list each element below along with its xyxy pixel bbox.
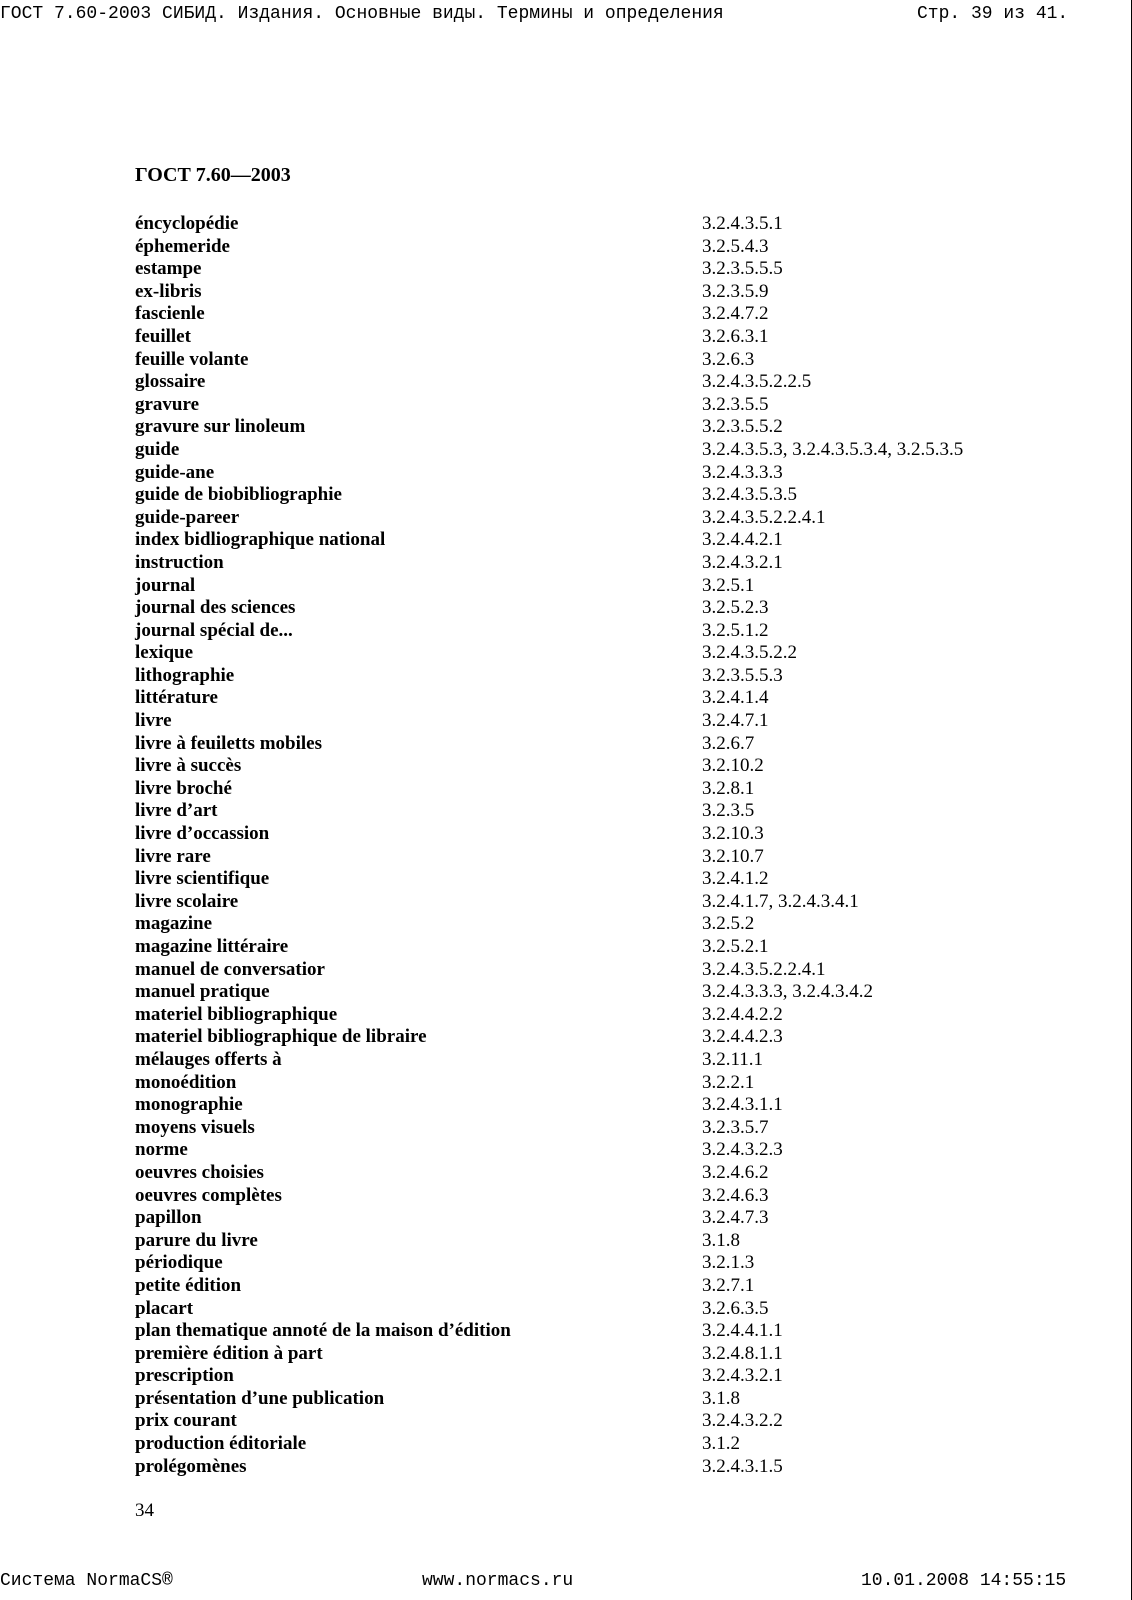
index-term: index bidliographique national [135,529,386,551]
index-term: gravure [135,393,200,415]
index-reference: 3.2.10.2 [702,755,764,777]
index-reference: 3.2.3.5.5 [702,393,769,415]
index-row [135,665,1035,688]
index-row [135,529,1035,552]
index-reference: 3.2.4.3.1.5 [702,1455,783,1477]
index-term: placart [135,1297,194,1319]
index-reference: 3.2.4.3.2.3 [702,1139,783,1161]
footer-datetime: 10.01.2008 14:55:15 [861,1571,1067,1591]
index-row [135,1139,1035,1162]
index-reference: 3.2.5.1 [702,574,755,596]
index-term: livre d’art [135,800,218,822]
index-term: oeuvres choisies [135,1161,264,1183]
index-term: production éditoriale [135,1433,307,1455]
index-term: prolégomènes [135,1455,247,1477]
index-row [135,1004,1035,1027]
index-reference: 3.1.2 [702,1433,740,1455]
index-reference: 3.2.6.3.1 [702,325,769,347]
index-term: lithographie [135,664,235,686]
index-row [135,981,1035,1004]
page-header [0,4,1132,26]
index-reference: 3.1.8 [702,1229,740,1251]
index-reference: 3.2.4.1.2 [702,868,769,890]
index-term: materiel bibliographique [135,1003,338,1025]
document-title: ГОСТ 7.60—2003 [135,164,291,186]
index-term: manuel pratique [135,981,270,1003]
index-row [135,303,1035,326]
index-term: estampe [135,258,202,280]
index-reference: 3.2.10.7 [702,845,764,867]
index-term: feuille volante [135,348,249,370]
index-reference: 3.2.4.1.4 [702,687,769,709]
index-term: première édition à part [135,1342,323,1364]
index-reference: 3.2.4.7.3 [702,1207,769,1229]
index-row [135,755,1035,778]
index-reference: 3.2.4.7.1 [702,710,769,732]
index-reference: 3.2.6.7 [702,732,755,754]
index-row [135,823,1035,846]
index-reference: 3.2.4.6.3 [702,1184,769,1206]
index-row [135,1185,1035,1208]
index-row [135,326,1035,349]
index-reference: 3.2.4.3.2.1 [702,1365,783,1387]
index-row [135,597,1035,620]
index-row [135,462,1035,485]
index-row [135,213,1035,236]
index-term: moyens visuels [135,1116,255,1138]
index-row [135,913,1035,936]
index-term: livre à feuiletts mobiles [135,732,322,754]
index-row [135,258,1035,281]
index-row [135,1162,1035,1185]
index-row [135,1072,1035,1095]
index-row [135,733,1035,756]
index-term: guide-ane [135,461,215,483]
index-reference: 3.2.5.2 [702,913,755,935]
index-reference: 3.2.4.3.5.1 [702,213,783,234]
index-reference: 3.2.2.1 [702,1071,755,1093]
index-reference: 3.2.4.6.2 [702,1161,769,1183]
index-term: guide [135,438,180,460]
index-reference: 3.2.4.4.2.3 [702,1026,783,1048]
index-term: materiel bibliographique de libraire [135,1026,427,1048]
index-term: feuillet [135,325,191,347]
header-document-title: ГОСТ 7.60-2003 СИБИД. Издания. Основные виды. Термины и определения [0,4,724,24]
index-row [135,394,1035,417]
index-term: magazine [135,913,213,935]
index-reference: 3.2.4.3.5.2.2.5 [702,371,812,393]
index-reference: 3.2.4.3.5.2.2.4.1 [702,958,826,980]
index-term: papillon [135,1207,202,1229]
index-term: livre [135,710,172,732]
index-reference: 3.2.5.4.3 [702,235,769,257]
index-term: magazine littéraire [135,936,289,957]
index-term: éncyclopédie [135,213,239,234]
index-row [135,642,1035,665]
index-reference: 3.2.6.3 [702,348,755,370]
index-reference: 3.2.5.2.1 [702,936,769,957]
index-row [135,868,1035,891]
index-row [135,416,1035,439]
index-term: guide-pareer [135,506,240,528]
header-page-info: Стр. 39 из 41. [917,4,1069,24]
index-row [135,846,1035,869]
index-term: oeuvres complètes [135,1184,282,1206]
index-reference: 3.2.3.5.9 [702,280,769,302]
index-row [135,800,1035,823]
index-row [135,959,1035,982]
index-term: livre à succès [135,755,242,777]
index-term: norme [135,1139,188,1161]
index-row [135,1343,1035,1366]
index-term: fascienle [135,303,205,325]
index-term: journal spécial de... [135,619,293,641]
index-term: prescription [135,1365,234,1387]
index-reference: 3.2.10.3 [702,823,764,845]
index-term: parure du livre [135,1229,258,1251]
index-row [135,1320,1035,1343]
index-reference: 3.2.7.1 [702,1274,755,1296]
index-reference: 3.2.5.2.3 [702,597,769,619]
index-row [135,281,1035,304]
index-row [135,236,1035,259]
index-reference: 3.2.5.1.2 [702,619,769,641]
index-row [135,484,1035,507]
index-reference: 3.2.4.3.5.2.2.4.1 [702,506,826,528]
page-number: 34 [135,1500,154,1521]
index-term: littérature [135,687,218,709]
index-row [135,1230,1035,1253]
footer-website: www.normacs.ru [422,1571,574,1591]
index-row [135,349,1035,372]
index-term: livre scolaire [135,890,239,912]
index-term: présentation d’une publication [135,1387,385,1409]
index-reference: 3.2.4.3.5.2.2 [702,642,797,664]
index-term: monoédition [135,1071,237,1093]
index-term: guide de biobibliographie [135,484,342,506]
index-term: glossaire [135,371,206,393]
index-reference: 3.2.4.7.2 [702,303,769,325]
index-reference: 3.2.1.3 [702,1252,755,1274]
index-term: ex-libris [135,280,202,302]
index-reference: 3.2.4.3.5.3, 3.2.4.3.5.3.4, 3.2.5.3.5 [702,438,964,460]
index-row [135,1410,1035,1433]
index-term: manuel de conversatior [135,958,325,980]
index-term: mélauges offerts à [135,1048,282,1070]
index-row [135,1298,1035,1321]
index-reference: 3.1.8 [702,1387,740,1409]
index-row [135,1388,1035,1411]
index-term: livre rare [135,845,211,867]
footer-system-name: Система NormaCS® [0,1571,173,1591]
index-row [135,620,1035,643]
index-reference: 3.2.4.3.3.3, 3.2.4.3.4.2 [702,981,873,1003]
index-reference: 3.2.11.1 [702,1048,764,1070]
index-reference: 3.2.8.1 [702,777,755,799]
index-reference: 3.2.4.4.2.2 [702,1003,783,1025]
index-term: monographie [135,1094,243,1116]
index-row [135,710,1035,733]
index-term: gravure sur linoleum [135,416,306,438]
index-reference: 3.2.3.5.5.5 [702,258,783,280]
index-term: plan thematique annoté de la maison d’édition [135,1320,511,1342]
index-term: journal des sciences [135,597,296,619]
index-reference: 3.2.4.8.1.1 [702,1342,783,1364]
index-reference: 3.2.4.4.2.1 [702,529,783,551]
index-row [135,891,1035,914]
index-reference: 3.2.3.5.7 [702,1116,769,1138]
index-row [135,778,1035,801]
index-reference: 3.2.4.3.1.1 [702,1094,783,1116]
index-row [135,936,1035,959]
index-term: livre scientifique [135,868,270,890]
index-row [135,1433,1035,1456]
index-term: instruction [135,551,224,573]
index-reference: 3.2.4.1.7, 3.2.4.3.4.1 [702,890,859,912]
index-reference: 3.2.4.3.2.2 [702,1410,783,1432]
index-reference: 3.2.4.3.5.3.5 [702,484,797,506]
index-reference: 3.2.4.4.1.1 [702,1320,783,1342]
index-row [135,1252,1035,1275]
index-row [135,1049,1035,1072]
index-row [135,1365,1035,1388]
index-reference: 3.2.3.5.5.3 [702,664,783,686]
index-row [135,439,1035,462]
index-reference: 3.2.4.3.3.3 [702,461,783,483]
index-term: lexique [135,642,194,664]
page-footer [0,1571,1132,1593]
index-term: prix courant [135,1410,237,1432]
term-index-list [135,213,1035,1478]
index-reference: 3.2.4.3.2.1 [702,551,783,573]
index-term: éphemeride [135,235,230,257]
index-row [135,552,1035,575]
index-reference: 3.2.3.5.5.2 [702,416,783,438]
index-term: petite édition [135,1274,242,1296]
index-row [135,1275,1035,1298]
index-row [135,575,1035,598]
index-row [135,1456,1035,1479]
index-row [135,1207,1035,1230]
index-row [135,1117,1035,1140]
index-term: journal [135,574,196,596]
index-reference: 3.2.3.5 [702,800,755,822]
index-row [135,1094,1035,1117]
index-row [135,687,1035,710]
index-reference: 3.2.6.3.5 [702,1297,769,1319]
index-row [135,1026,1035,1049]
index-row [135,507,1035,530]
index-term: périodique [135,1252,223,1274]
index-row [135,371,1035,394]
index-term: livre d’occassion [135,823,270,845]
index-term: livre broché [135,777,232,799]
